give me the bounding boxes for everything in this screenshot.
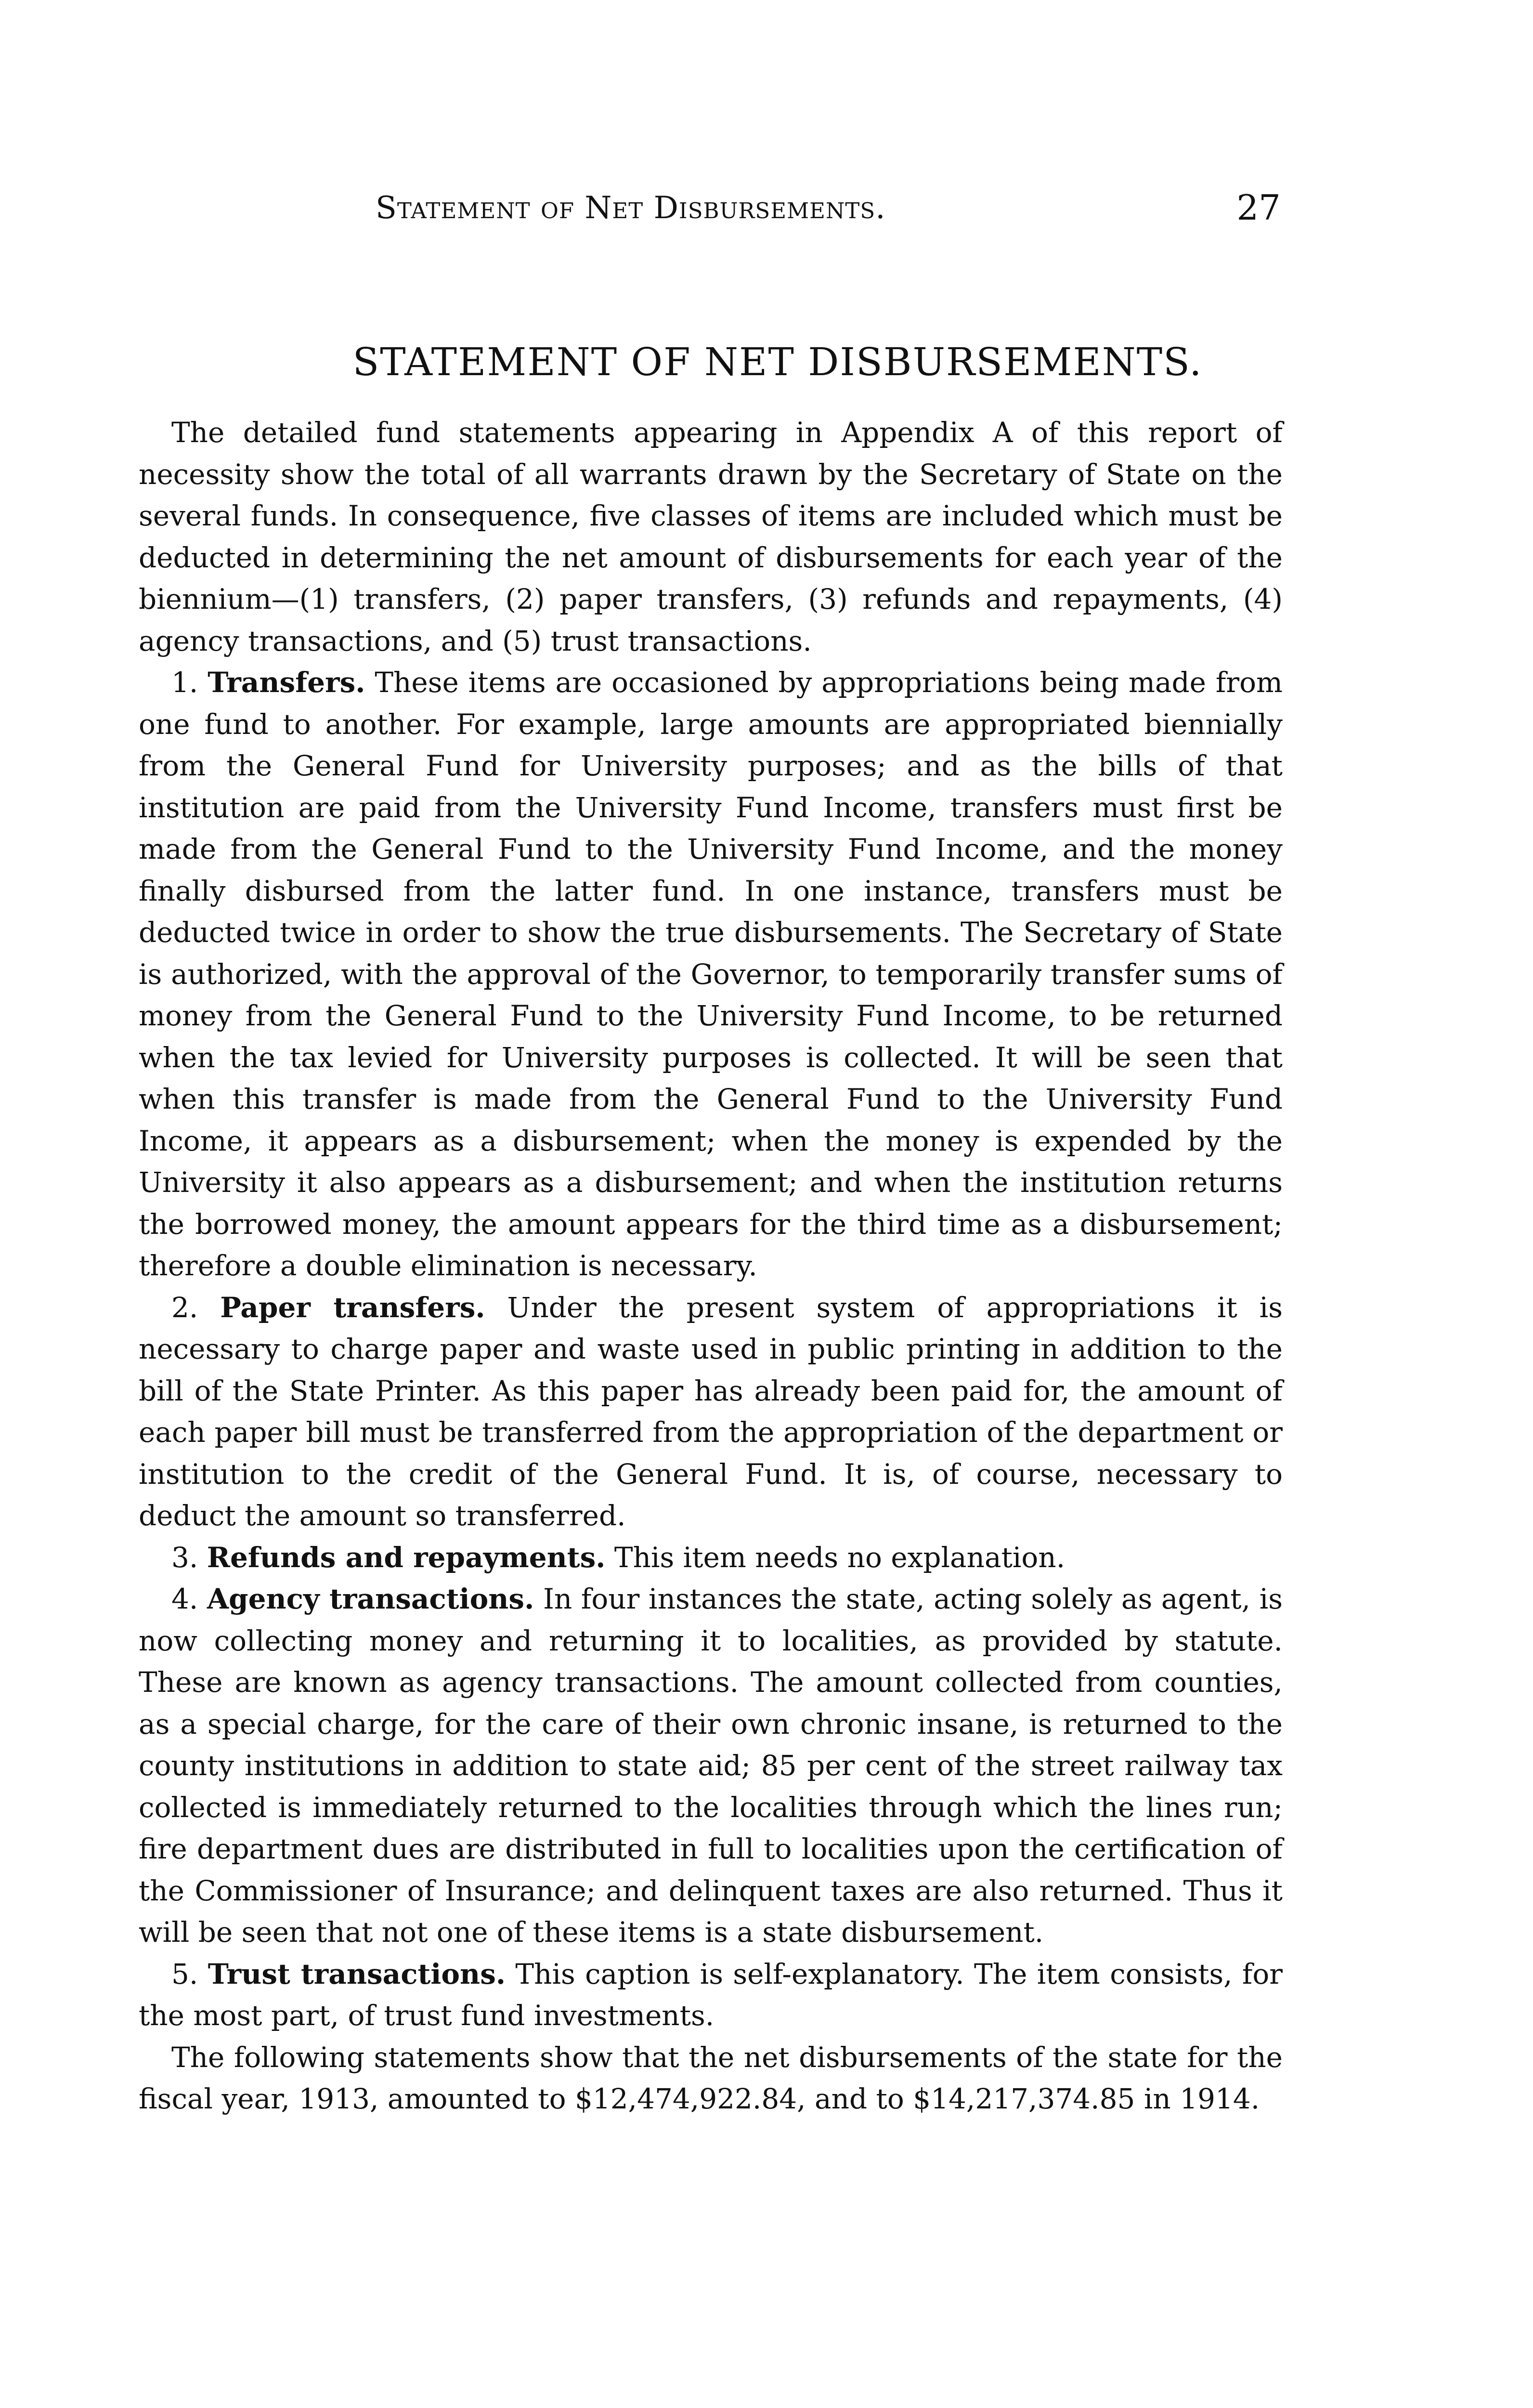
paper-transfers-paragraph <box>139 1287 1283 1537</box>
page-number: 27 <box>1236 187 1281 228</box>
agency-paragraph <box>139 1578 1283 1953</box>
transfers-paragraph <box>139 662 1283 1287</box>
intro-paragraph: The detailed fund statements appearing in Appendix A of this report of necessity show the total of all warrants drawn by the Secretary of State on the several funds. In consequence, five classes of items are included which must be deducted in determining the net amount of disbursements for each year of the biennium—(1) transfers, (2) paper transfers, (3) refunds and repayments, (4) agency transactions, and (5) trust transactions. <box>139 416 1283 657</box>
agency-text: In four instances the state, acting solely as agent, is now collecting money and returning it to localities, as provided by statute. These are known as agency transactions. The amount collected from counties, as a special charge, for the care of their own chronic insane, is returned to the county institutions in addition to state aid; 85 per cent of the street railway tax collected is immediately returned to the localities through which the lines run; fire department dues are distributed in full to localities upon the certification of the Commissioner of Insurance; and delinquent taxes are also returned. Thus it will be seen that not one of these items is a state disbursement. <box>139 1583 1283 1949</box>
agency-number: 4. <box>171 1583 198 1615</box>
running-head <box>376 187 1281 238</box>
refunds-heading: Refunds and repayments. <box>207 1541 606 1574</box>
refunds-text: This item needs no explanation. <box>614 1541 1065 1574</box>
body-text <box>139 412 1283 2120</box>
agency-heading: Agency transactions. <box>207 1583 534 1615</box>
paper-transfers-number: 2. <box>171 1291 198 1324</box>
trust-paragraph <box>139 1953 1283 2037</box>
trust-heading: Trust transactions. <box>208 1957 506 1990</box>
running-head-title: Statement of Net Disbursements. <box>376 190 886 226</box>
page-title: STATEMENT OF NET DISBURSEMENTS. <box>352 340 1203 384</box>
transfers-number: 1. <box>171 666 198 699</box>
transfers-text: These items are occasioned by appropriations being made from one fund to another. For example, large amounts are appropriated biennially from the General Fund for University purposes; and as the bills of that institution are paid from the University Fund Income, transfers must first be made from the General Fund to the University Fund Income, and the money finally disbursed from the latter fund. In one instance, transfers must be deducted twice in order to show the true disbursements. The Secretary of State is authorized, with the approval of the Governor, to temporarily transfer sums of money from the General Fund to the University Fund Income, to be returned when the tax levied for University purposes is collected. It will be seen that when this transfer is made from the General Fund to the University Fund Income, it appears as a disbursement; when the money is expended by the University it also appears as a disbursement; and when the institution returns the borrowed money, the amount appears for the third time as a disbursement; therefore a double elimination is necessary. <box>139 666 1283 1282</box>
refunds-paragraph <box>139 1537 1283 1579</box>
closing-paragraph: The following statements show that the net disbursements of the state for the fiscal year, 1913, amounted to $12,474,922.84, and to $14,217,374.85 in 1914. <box>139 2041 1283 2115</box>
refunds-number: 3. <box>171 1541 198 1574</box>
trust-text: This caption is self-explanatory. The item consists, for the most part, of trust fund investments. <box>139 1957 1283 2032</box>
paper-transfers-text: Under the present system of appropriations it is necessary to charge paper and waste used in public printing in addition to the bill of the State Printer. As this paper has already been paid for, the amount of each paper bill must be transferred from the appropriation of the department or institution to the credit of the General Fund. It is, of course, necessary to deduct the amount so transferred. <box>139 1291 1283 1532</box>
trust-number: 5. <box>171 1957 198 1990</box>
transfers-heading: Transfers. <box>208 666 365 699</box>
paper-transfers-heading: Paper transfers. <box>220 1291 485 1324</box>
